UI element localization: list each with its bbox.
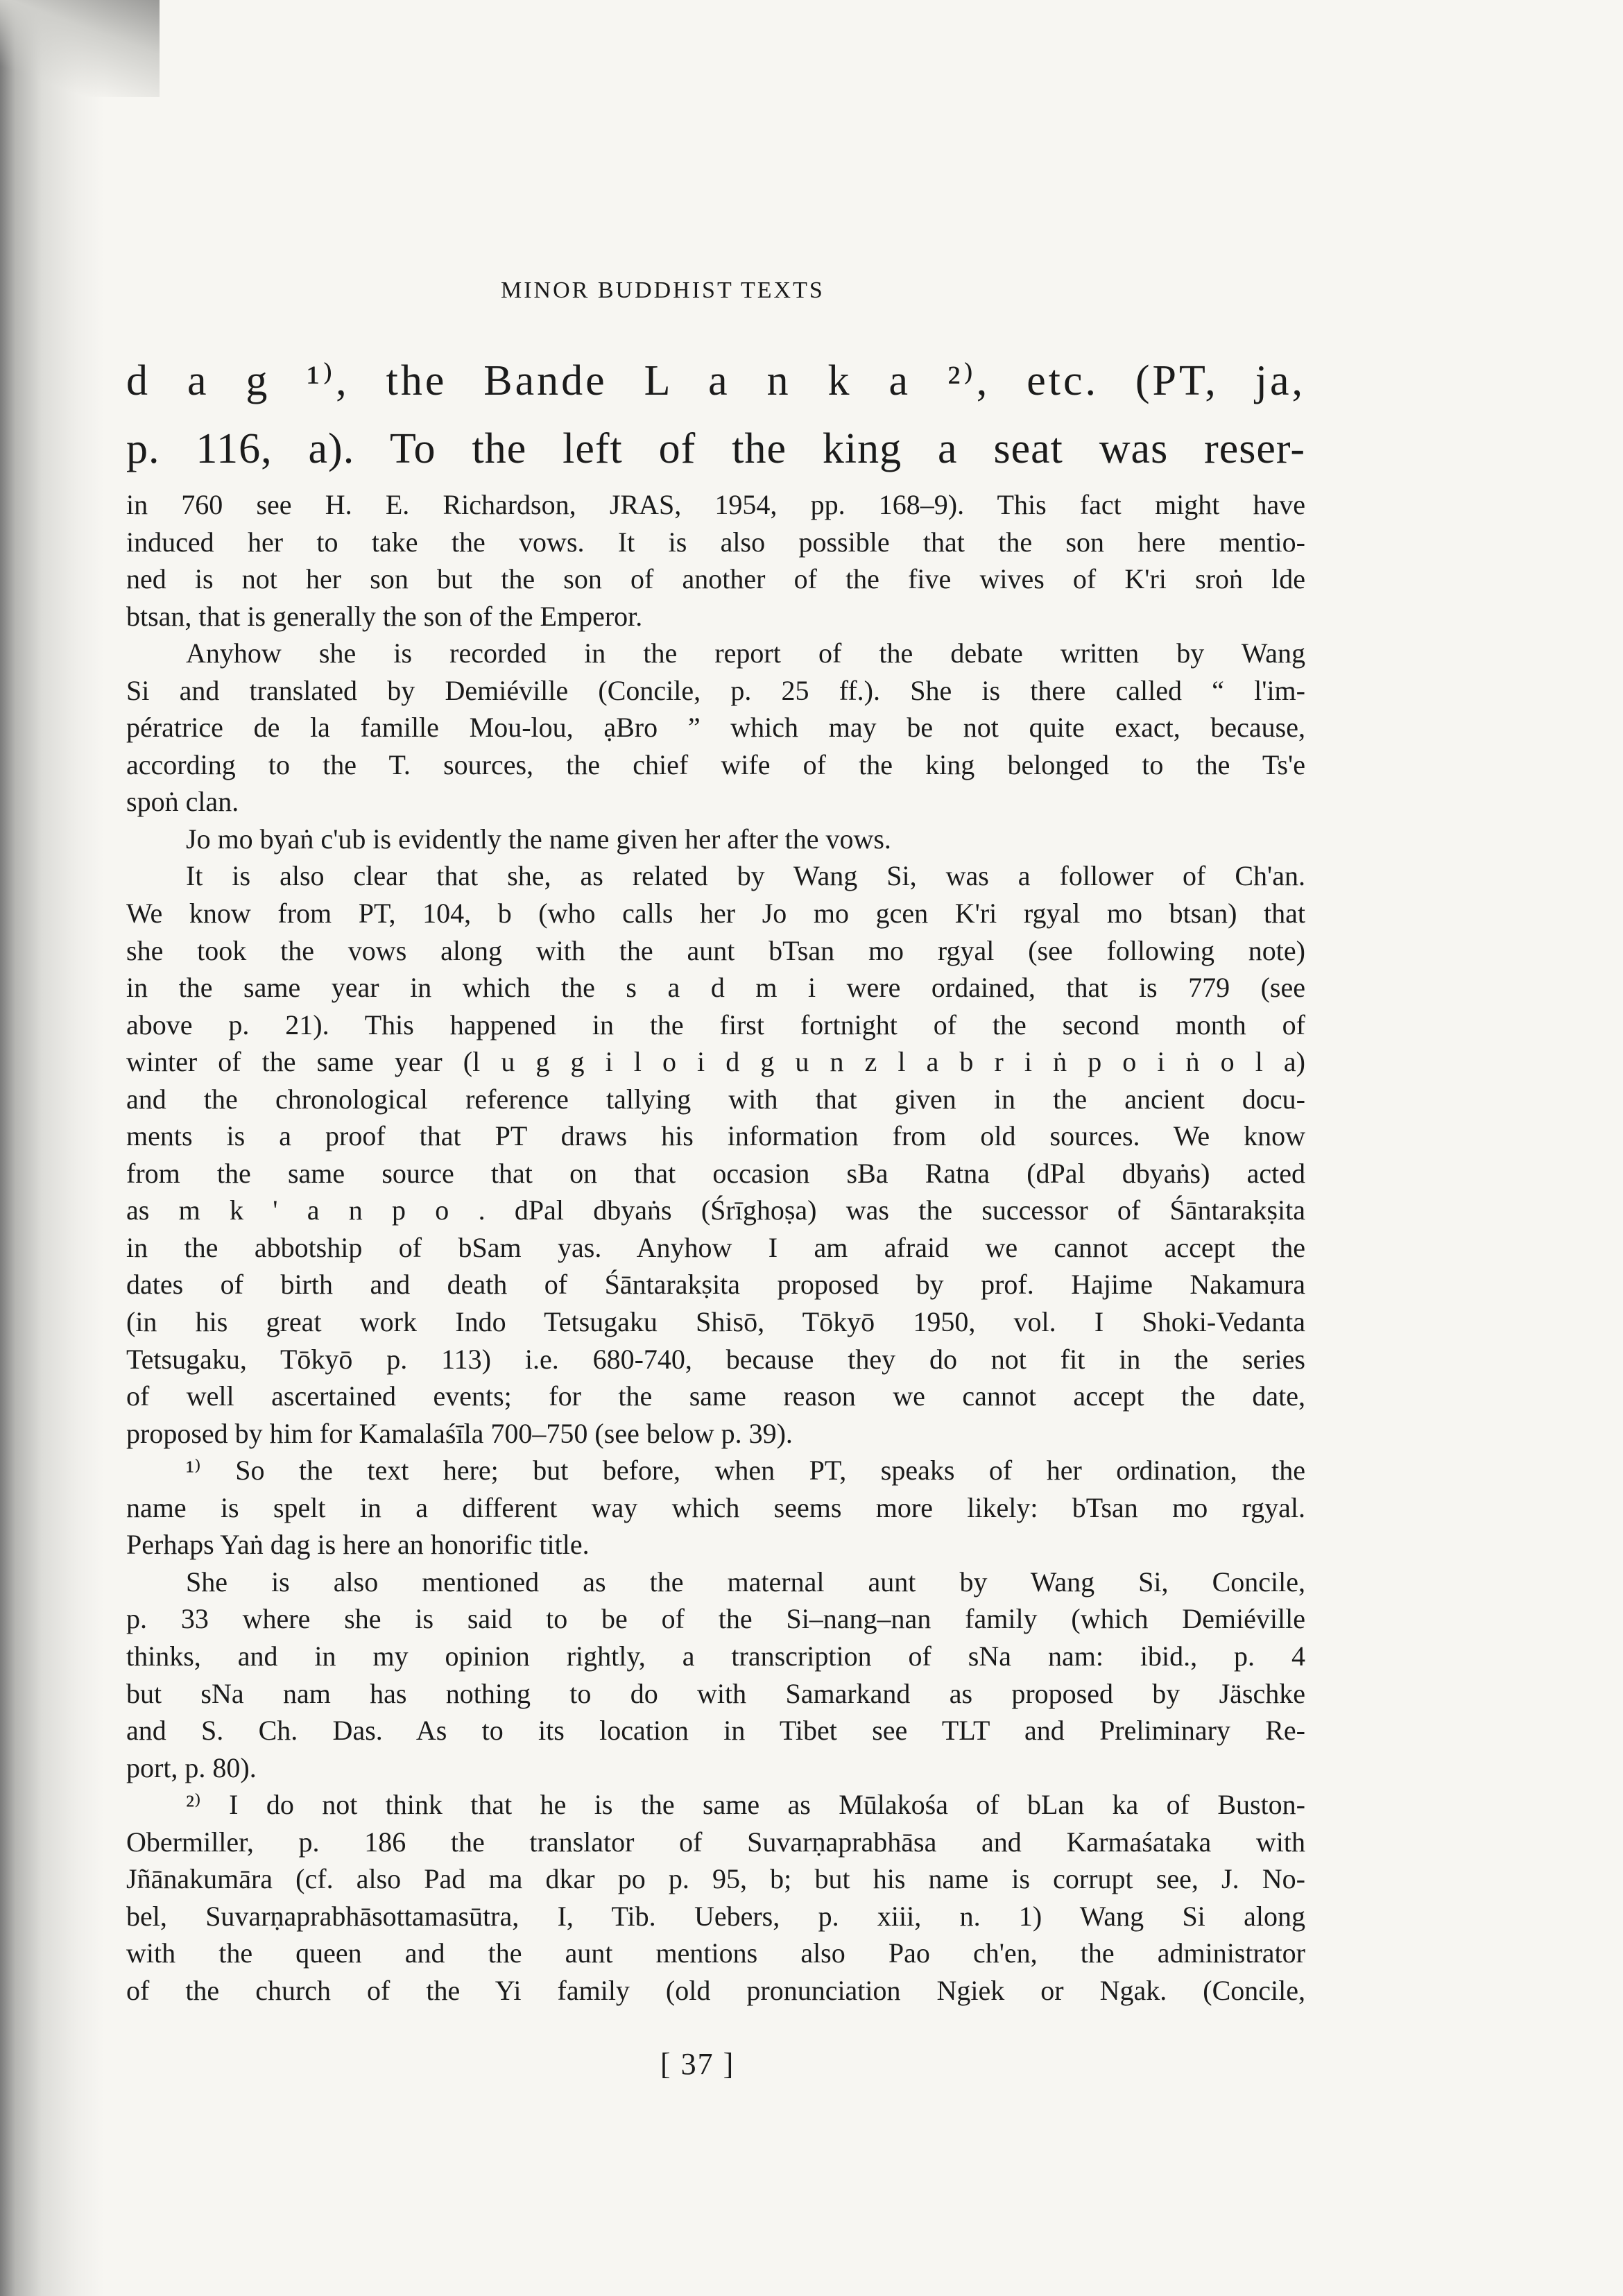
note-line: she took the vows along with the aunt bTsan mo rgyal (see following note) — [126, 934, 1305, 966]
book-binding-shadow — [0, 0, 104, 2296]
note-line: ned is not her son but the son of another of the five wives of K'ri sroṅ lde — [126, 563, 1305, 595]
page-number: [ 37 ] — [660, 2047, 735, 2081]
note-line: (in his great work Indo Tetsugaku Shisō, Tōkyō 1950, vol. I Shoki-Vedanta — [126, 1306, 1305, 1338]
note-line: bel, Suvarṇaprabhāsottamasūtra, I, Tib. Uebers, p. xiii, n. 1) Wang Si along — [126, 1900, 1305, 1932]
footnotes — [126, 486, 1305, 2009]
note-line: She is also mentioned as the maternal aunt by Wang Si, Concile, — [186, 1566, 1305, 1597]
note-line: pératrice de la famille Mou-lou, ạBro ” which may be not quite exact, because, — [126, 712, 1305, 744]
note-line: in the abbotship of bSam yas. Anyhow I am afraid we cannot accept the — [126, 1231, 1305, 1263]
note-line: induced her to take the vows. It is also possible that the son here mentio- — [126, 526, 1305, 558]
note-line: We know from PT, 104, b (who calls her Jo mo gcen K'ri rgyal mo btsan) that — [126, 898, 1305, 929]
note-line: ments is a proof that PT draws his information from old sources. We know — [126, 1120, 1305, 1152]
note-line: proposed by him for Kamalaśīla 700–750 (see below p. 39). — [126, 1417, 793, 1449]
note-line: p. 33 where she is said to be of the Si–nang–nan family (which Demiéville — [126, 1603, 1305, 1635]
note-line: but sNa nam has nothing to do with Samarkand as proposed by Jäschke — [126, 1677, 1305, 1709]
note-line: btsan, that is generally the son of the Emperor. — [126, 600, 643, 632]
note-line: of the church of the Yi family (old pronunciation Ngiek or Ngak. (Concile, — [126, 1974, 1305, 2006]
note-line: and the chronological reference tallying with that given in the ancient docu- — [126, 1083, 1305, 1115]
note-line: as m k ' a n p o . dPal dbyaṅs (Śrīghoṣa) was the successor of Śāntarakṣita — [126, 1194, 1305, 1226]
main-text-line: d a g ¹⁾, the Bande L a n k a ²⁾, etc. (PT, ja, — [126, 357, 1305, 404]
note-line: Tetsugaku, Tōkyō p. 113) i.e. 680-740, because they do not fit in the series — [126, 1343, 1305, 1375]
note-line: from the same source that on that occasion sBa Ratna (dPal dbyaṅs) acted — [126, 1157, 1305, 1189]
running-head: MINOR BUDDHIST TEXTS — [501, 277, 825, 303]
note-line: winter of the same year (l u g g i l o i d g u n z l a b r i ṅ p o i ṅ o l a) — [126, 1046, 1305, 1078]
note-line: Jñānakumāra (cf. also Pad ma dkar po p. 95, b; but his name is corrupt see, J. No- — [126, 1863, 1305, 1895]
note-line: name is spelt in a different way which seems more likely: bTsan mo rgyal. — [126, 1491, 1305, 1523]
note-line: of well ascertained events; for the same reason we cannot accept the date, — [126, 1380, 1305, 1412]
note-line: above p. 21). This happened in the first fortnight of the second month of — [126, 1009, 1305, 1040]
note-line: Si and translated by Demiéville (Concile, p. 25 ff.). She is there called “ l'im- — [126, 674, 1305, 706]
note-line: in 760 see H. E. Richardson, JRAS, 1954, pp. 168–9). This fact might have — [126, 489, 1305, 520]
footnote-2-line: ²⁾ I do not think that he is the same as Mūlakośa of bLan ka of Buston- — [186, 1789, 1305, 1821]
note-line: according to the T. sources, the chief wife of the king belonged to the Ts'e — [126, 748, 1305, 780]
main-text-line: p. 116, a). To the left of the king a seat was reser- — [126, 425, 1305, 472]
note-line: Obermiller, p. 186 the translator of Suvarṇaprabhāsa and Karmaśataka with — [126, 1826, 1305, 1858]
corner-shadow — [0, 0, 160, 97]
note-line: Perhaps Yaṅ dag is here an honorific title. — [126, 1529, 590, 1561]
note-line: with the queen and the aunt mentions also Pao ch'en, the administrator — [126, 1937, 1305, 1969]
note-line: spoṅ clan. — [126, 786, 239, 818]
note-line: in the same year in which the s a d m i were ordained, that is 779 (see — [126, 972, 1305, 1004]
footnote-1-line: ¹⁾ So the text here; but before, when PT, speaks of her ordination, the — [186, 1455, 1305, 1487]
note-line: It is also clear that she, as related by Wang Si, was a follower of Ch'an. — [186, 860, 1305, 892]
note-line: thinks, and in my opinion rightly, a transcription of sNa nam: ibid., p. 4 — [126, 1640, 1305, 1672]
note-line: Jo mo byaṅ c'ub is evidently the name given her after the vows. — [186, 823, 891, 855]
note-line: dates of birth and death of Śāntarakṣita proposed by prof. Hajime Nakamura — [126, 1269, 1305, 1301]
note-line: and S. Ch. Das. As to its location in Tibet see TLT and Preliminary Re- — [126, 1715, 1305, 1747]
note-line: port, p. 80). — [126, 1751, 257, 1783]
main-text — [126, 347, 1305, 483]
note-line: Anyhow she is recorded in the report of the debate written by Wang — [186, 637, 1305, 669]
